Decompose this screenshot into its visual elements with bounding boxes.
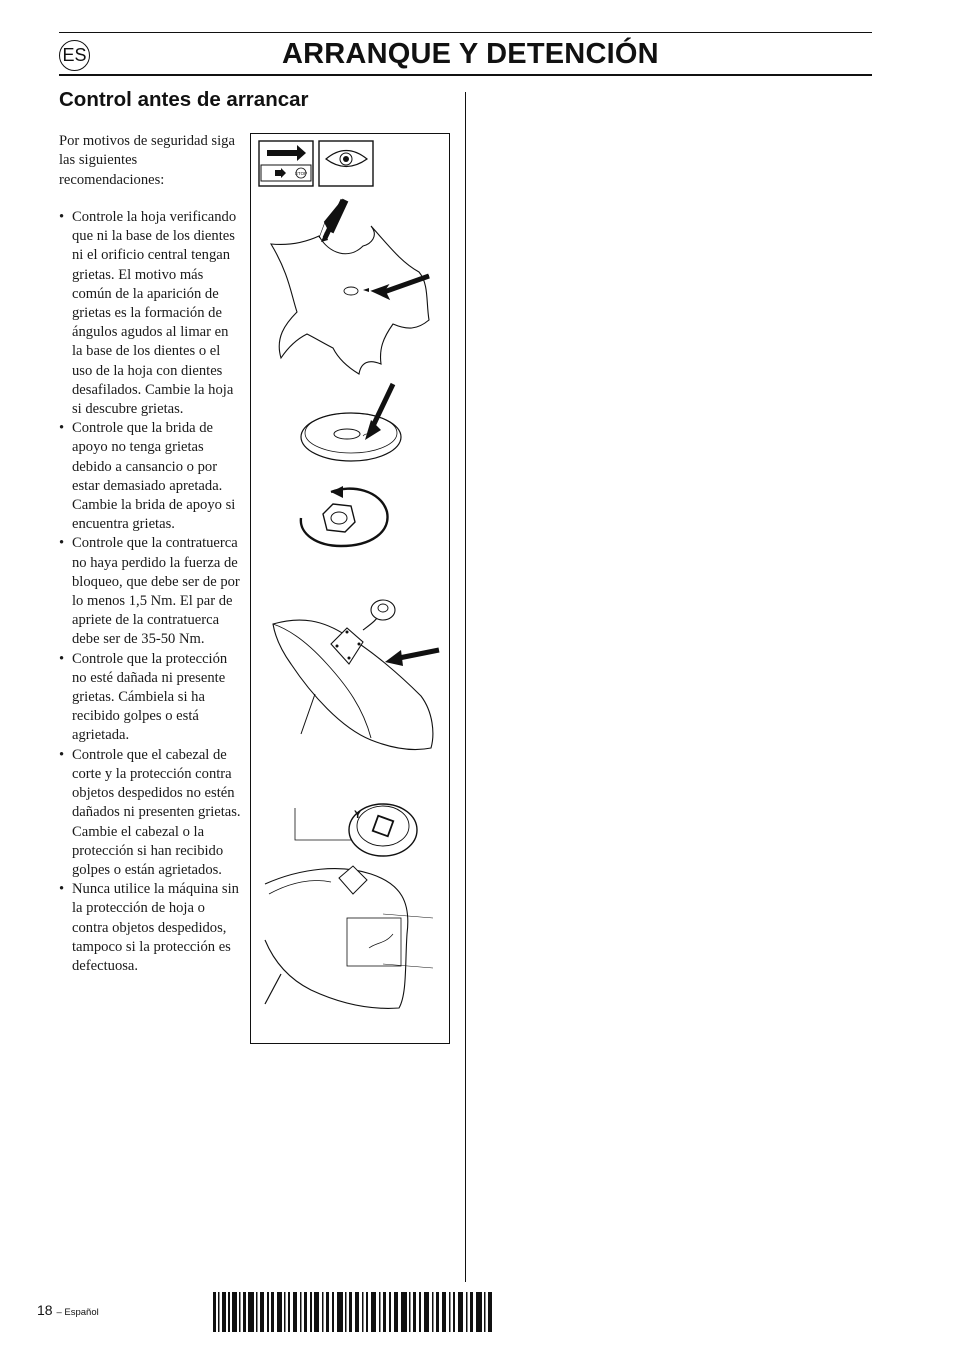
trimmer-head-drawing — [265, 804, 433, 1008]
svg-text:STOP: STOP — [294, 171, 308, 176]
illustration-panel — [250, 133, 450, 1044]
page-number: 18 — [37, 1302, 53, 1318]
checklist-item-never-without-guard: • Nunca utilice la máquina sin la protección de hoja o contra objetos despedidos, tampoco si la protección es defectuosa. — [59, 880, 241, 976]
column-divider — [465, 92, 466, 1282]
intro-paragraph: Por motivos de seguridad siga las siguientes recomendaciones: — [59, 133, 235, 188]
eye-icon — [326, 151, 367, 167]
language-badge: ES — [59, 40, 90, 71]
page-title: ARRANQUE Y DETENCIÓN — [282, 38, 659, 70]
support-flange-drawing — [301, 384, 401, 461]
safety-checklist — [59, 208, 241, 976]
checklist-item-guard: • Controle que la protección no esté dañada ni presente grietas. Cámbiela si ha recibido golpes o está agrietada. — [59, 650, 241, 746]
instruction-icons — [259, 141, 373, 186]
checklist-item-trimmer-head: • Controle que el cabezal de corte y la protección contra objetos despedidos no estén dañados ni presenten grietas. Cambie el cabezal o la protección si han recibido golpes o están agrietados. — [59, 746, 241, 880]
blade-drawing — [271, 200, 429, 374]
locknut-drawing — [301, 486, 388, 546]
footer-language: – Español — [56, 1307, 99, 1318]
guard-drawing — [273, 600, 439, 750]
svg-text:Y: Y — [354, 809, 362, 821]
section-heading: Control antes de arrancar — [59, 88, 309, 111]
arrow-icon-guard — [385, 650, 403, 666]
checklist-item-flange: • Controle que la brida de apoyo no tenga grietas debido a cansancio o por estar demasiado apretada. Cambie la brida de apoyo si encuentra grietas. — [59, 419, 241, 534]
checklist-item-blade: • Controle la hoja verificando que ni la base de los dientes ni el orificio central tengan grietas. El motivo más común de la aparición de grietas es la formación de ángulos agudos al limar en la base de los dientes o el uso de la hoja con dientes desafilados. Cambie la hoja si descubre grietas. — [59, 208, 241, 419]
page-footer — [37, 1302, 99, 1318]
title-rule — [59, 74, 872, 76]
barcode — [213, 1292, 493, 1332]
illustration-drawing — [251, 134, 451, 1045]
arrow-right-icon — [267, 145, 306, 161]
top-rule — [59, 32, 872, 33]
checklist-item-locknut: • Controle que la contratuerca no haya perdido la fuerza de bloqueo, que debe ser de por lo menos 1,5 Nm. El par de apriete de la contratuerca debe ser de 35-50 Nm. — [59, 534, 241, 649]
rotate-arrow-icon — [331, 486, 343, 498]
